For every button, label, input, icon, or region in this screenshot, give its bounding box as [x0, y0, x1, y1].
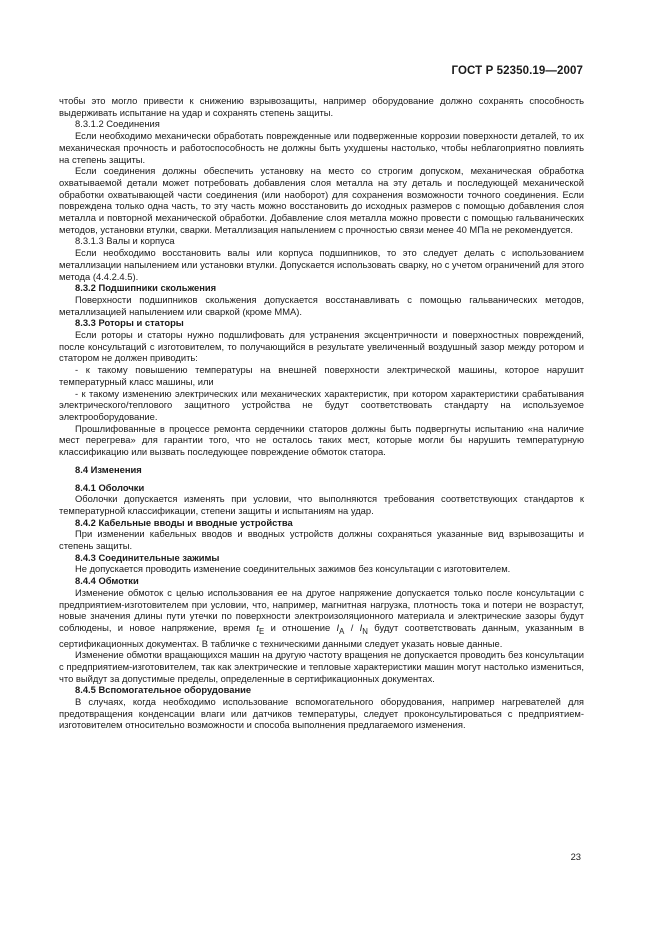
paragraph: В случаях, когда необходимо использование вспомогательного оборудования, например нагревателей для предотвращения конденсации влаги или датчиков температуры, следует проконсультироваться с предприятием-изготовителем относительно возможности и способа выполнения предлагаемого изменения.	[59, 696, 584, 731]
list-item: - к такому изменению электрических или механических характеристик, при котором характеристики срабатывания электрического/теплового защитного устройства не будут соответствовать стандарту на используемое электрооборудование.	[59, 387, 584, 422]
section-heading-8-4-2: 8.4.2 Кабельные вводы и вводные устройства	[75, 516, 293, 528]
subscript-e: E	[259, 626, 265, 636]
paragraph: Поверхности подшипников скольжения допускается восстанавливать с помощью гальванических методов, металлизацией напылением или сваркой (кроме ММА).	[59, 293, 584, 317]
section-heading-8-3-3: 8.3.3 Роторы и статоры	[75, 317, 184, 329]
document-code-header: ГОСТ Р 52350.19—2007	[451, 65, 583, 77]
section-heading-8-4: 8.4 Изменения	[75, 463, 142, 475]
paragraph: Если соединения должны обеспечить установку на место со строгим допуском, механическая обработка охватываемой детали может потребовать добавления слоя металла на эту деталь и последующей механической обработки охватывающей части соединения (или наоборот) для сохранения возможности точного соединения. Если повреждена только одна часть, то эту часть можно восстановить до исходных размеров с помощью добавления слоя металла и повторной механической обработки. Добавление слоя металла можно провести с помощью гальванических методов, установки втулки, сварки. Металлизация напылением с прочностью связи менее 40 МПа не рекомендуется.	[59, 165, 584, 235]
paragraph: Если роторы и статоры нужно подшлифовать для устранения эксцентричности и поверхностных повреждений, после консультаций с изготовителем, то получающийся в результате увеличенный воздушный зазор между ротором и статором не должен приводить:	[59, 329, 584, 364]
section-heading-8-4-3: 8.4.3 Соединительные зажимы	[75, 551, 220, 563]
paragraph: Изменение обмотки вращающихся машин на другую частоту вращения не допускается проводить без консультации с предприятием-изготовителем, так как электрические и тепловые характеристики машин могут настолько измениться, что выйдут за допустимые пределы, определенные в сертификационных документах.	[59, 649, 584, 684]
paragraph: Если необходимо механически обработать поврежденные или подверженные коррозии поверхности деталей, то их механическая прочность и работоспособность не должны быть ухудшены настолько, чтобы неблагоприятно повлиять на степень защиты.	[59, 130, 584, 165]
text-run: будут соответствовать данным, указанным в сертификационных документах. В табличке с техническими данными следует указать новые данные.	[59, 621, 584, 649]
subscript-n: N	[362, 626, 368, 636]
text-run: Изменение обмоток с целью использования ее на другое напряжение допускается только после консультации с предприятием-изготовителем при условии, что, например, магнитная нагрузка, плотность тока и потери не возрастут, новые значения длины пути утечки по поверхности электроизоляционного материала и электрические зазоры будут соблюдены, и новое напряжение, время	[59, 586, 584, 633]
symbol-t: t	[256, 621, 259, 633]
text-run: и отношение	[264, 621, 337, 633]
symbol-i: I	[336, 621, 340, 633]
subscript-a: A	[339, 626, 345, 636]
paragraph: Прошлифованные в процессе ремонта сердечники статоров должны быть подвергнуты испытанию «на наличие мест перегрева» для гарантии того, что не осталось таких мест, которые могли бы нарушить температурную классификацию или вызвать последующее повреждение обмоток статора.	[59, 422, 584, 458]
document-body	[59, 95, 584, 731]
section-heading-8-4-5: 8.4.5 Вспомогательное оборудование	[75, 684, 252, 696]
symbol-i: I	[359, 621, 363, 633]
paragraph: Не допускается проводить изменение соединительных зажимов без консультации с изготовителем.	[75, 563, 511, 575]
section-heading-8-3-1-2: 8.3.1.2 Соединения	[75, 118, 160, 130]
paragraph	[59, 587, 584, 649]
page-number: 23	[570, 851, 581, 862]
list-item: - к такому повышению температуры на внешней поверхности электрической машины, которое нарушит температурный класс машины, или	[59, 364, 584, 387]
text-run: /	[344, 621, 360, 633]
section-heading-8-4-1: 8.4.1 Оболочки	[75, 481, 145, 493]
section-heading-8-3-1-3: 8.3.1.3 Валы и корпуса	[75, 235, 175, 247]
paragraph: При изменении кабельных вводов и вводных устройств должны сохраняться указанные вид взрывозащиты и степень защиты.	[59, 528, 584, 552]
paragraph: чтобы это могло привести к снижению взрывозащиты, например оборудование должно сохранять способность выдерживать испытание на удар и сохранять степень защиты.	[59, 95, 584, 118]
section-heading-8-3-2: 8.3.2 Подшипники скольжения	[75, 282, 217, 294]
section-heading-8-4-4: 8.4.4 Обмотки	[75, 575, 139, 587]
paragraph: Оболочки допускается изменять при условии, что выполняются требования соответствующих стандартов к температурной классификации, степени защиты и испытаниям на удар.	[59, 493, 584, 516]
paragraph: Если необходимо восстановить валы или корпуса подшипников, то это следует делать с использованием металлизации напылением или установки втулки. Допускается использовать сварку, но с учетом ограничений для этого метода (4.4.2.4.5).	[59, 247, 584, 282]
